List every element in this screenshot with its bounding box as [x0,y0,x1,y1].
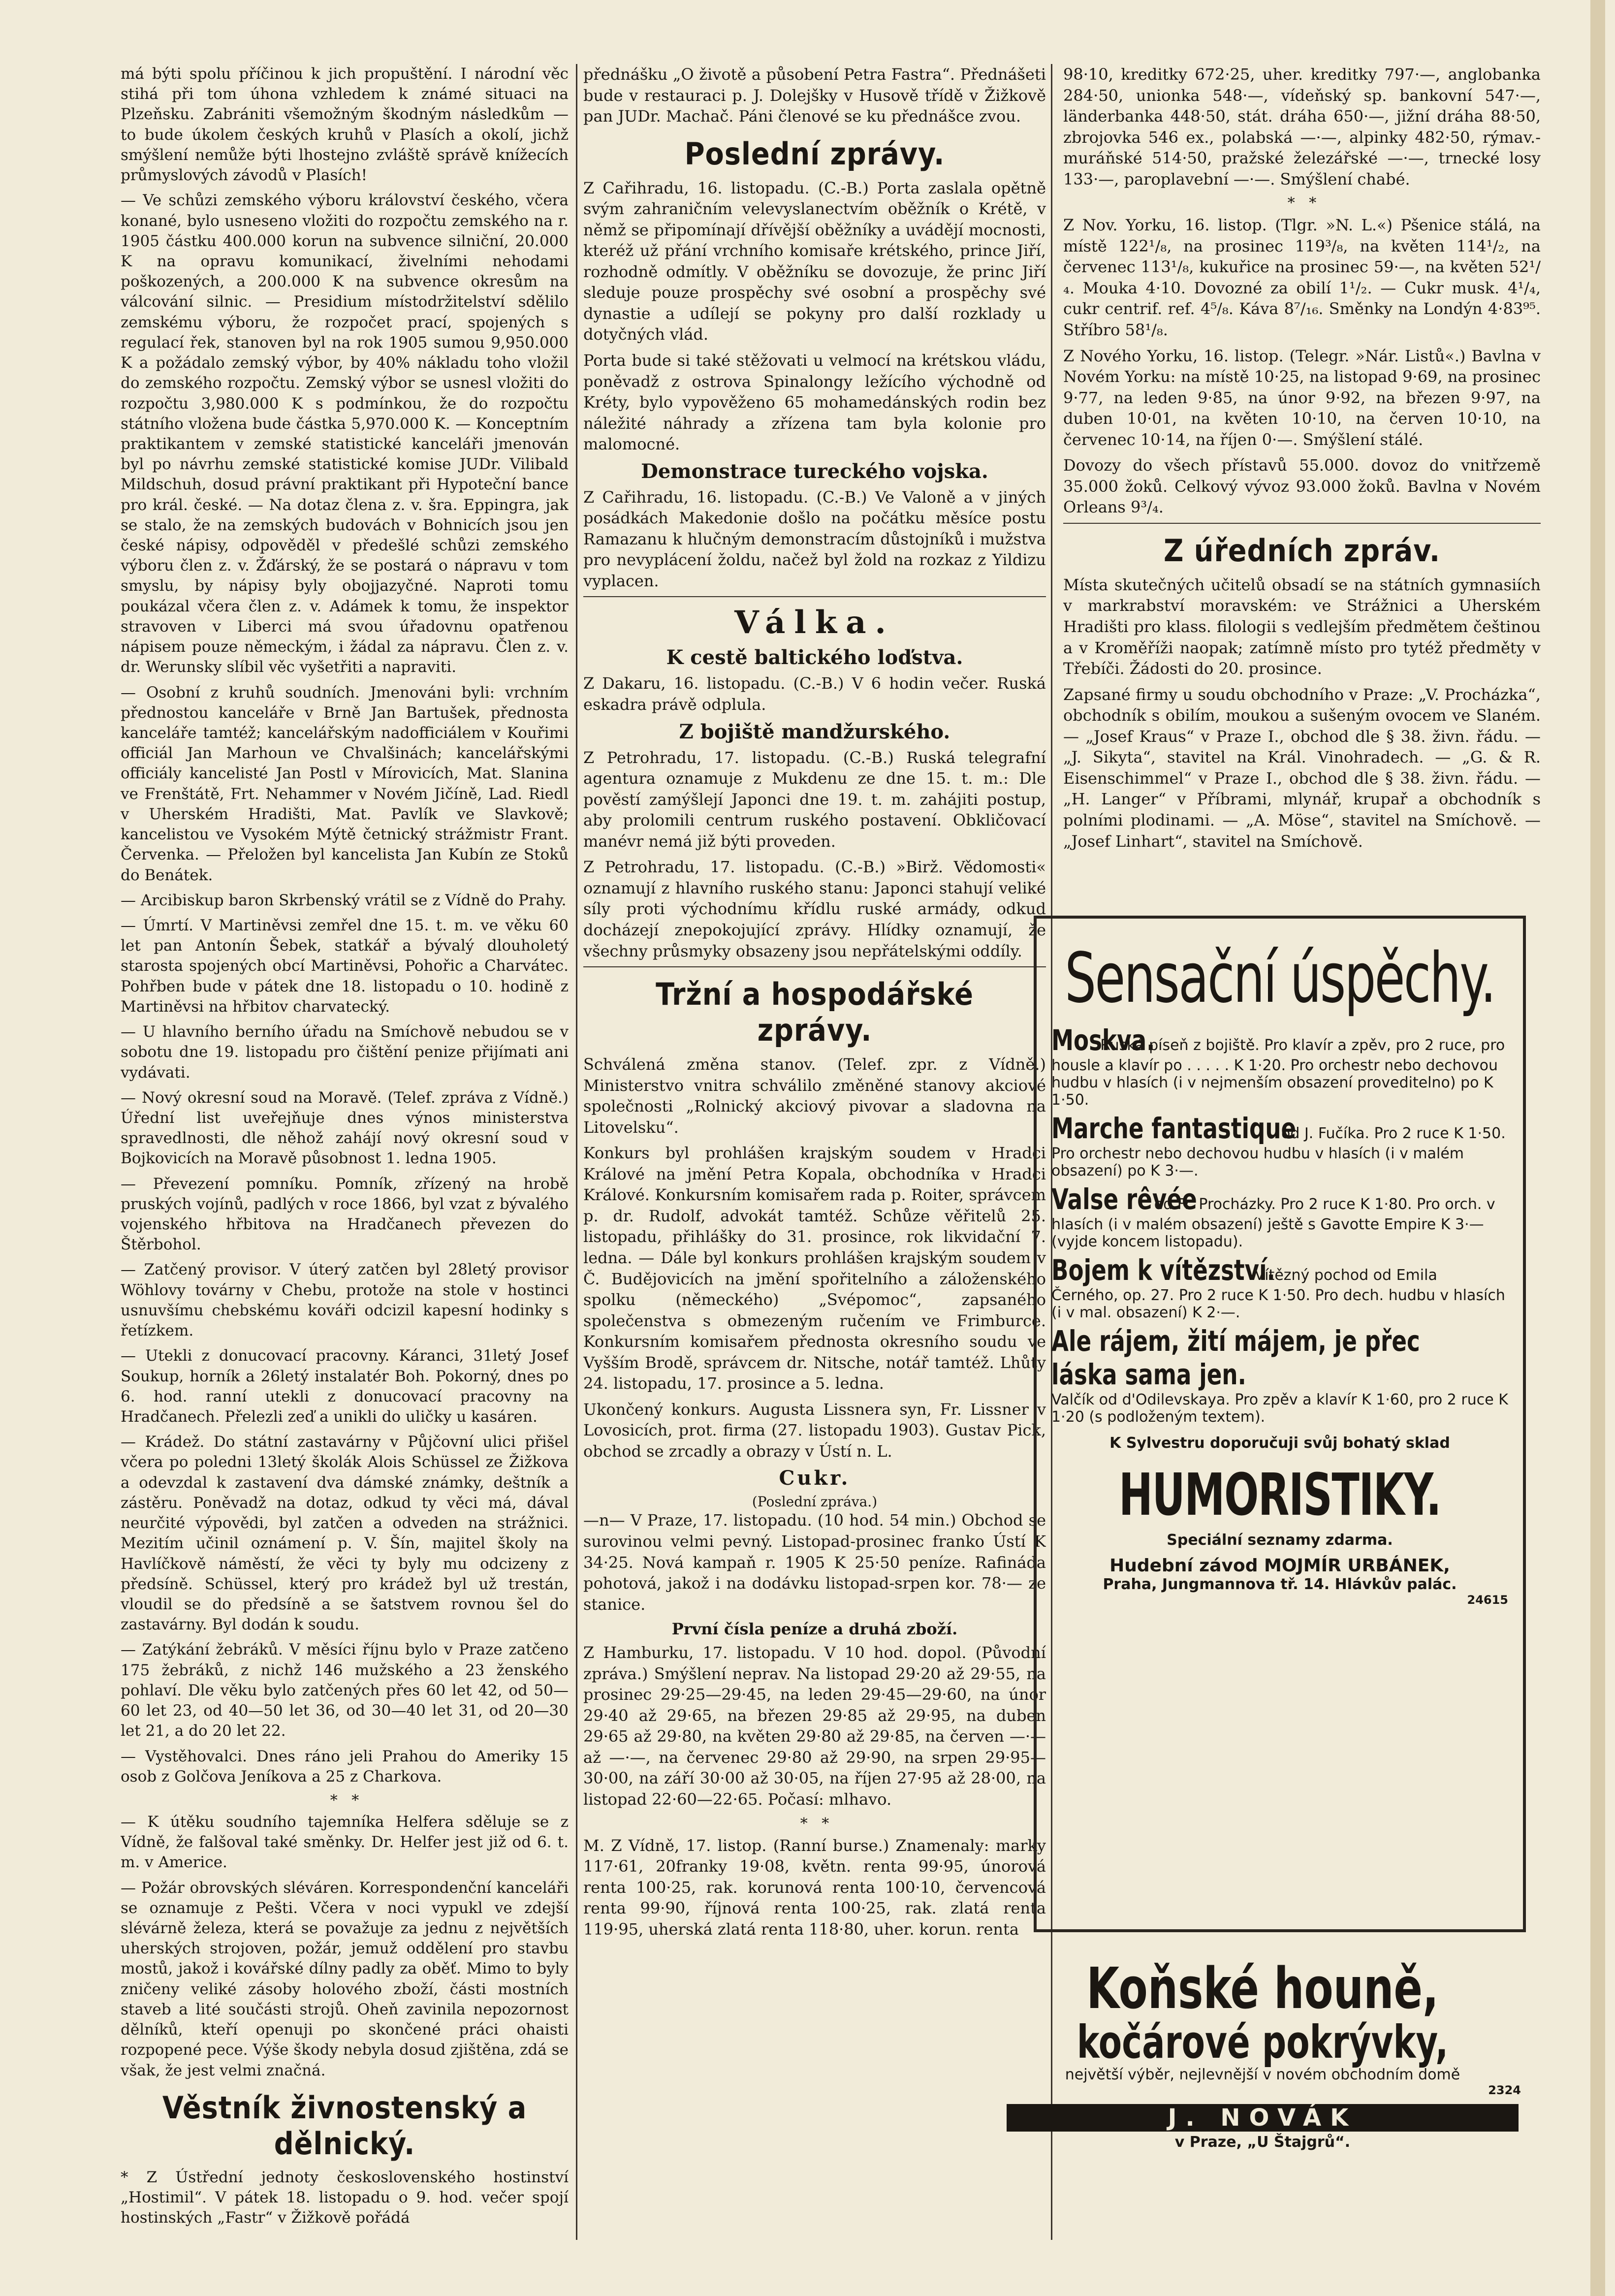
separator-stars: * * [330,1791,359,1809]
ad-address: Praha, Jungmannova tř. 14. Hlávkův palác. [1103,1576,1457,1593]
article-paragraph: přednášku „O životě a působení Petra Fastra“. Přednášeti bude v restauraci p. J. Dolejšky v Husově třídě v Žižkově pan JUDr. Machač. Páni členové se ku přednášce zvou. [583,65,1046,126]
section-heading: Z úředních zpráv. [1164,532,1440,569]
article-paragraph: 98·10, kreditky 672·25, uher. kreditky 797·—, anglobanka 284·50, unionka 548·—, vídeňský sp. bankovní 547·—, länderbanka 448·50, stát. dráha 650·—, jižní dráha 88·50, zbrojovka 546 ex., polabská —·—, alpinky 482·50, rýmav.-muráňské 514·50, pražské železářské —·—, trnecké losy 133·—, paroplavební —·—. Smýšlení chabé. [1063,65,1541,189]
subheading-note: (Poslední zpráva.) [752,1494,878,1510]
ad-item-text: Ruská píseň z bojiště. Pro klavír a zpěv, pro 2 ruce, pro housle a klavír po . . . . . K 1·20. Pro orchestr nebo dechovou hudbu v hlasích (i v nejmenším obsazení proveditelno) po K 1·50. [1051,1037,1505,1109]
ad-item [1051,1023,1508,1109]
article-paragraph: Konkurs byl prohlášen krajským soudem v Hradci Králové na jmění Petra Kopala, obchodníka v Hradci Králové. Konkursním komisařem rada p. Roiter, správcem p. dr. Rudolf, advokát tamtéž. Schůze věřitelů 25. listopadu, přihlášky do 31. prosince, rok likvidační 7. ledna. — Dále byl konkurs prohlášen krajským soudem v Č. Budějovicích na jmění spořitelního a záloženského spolku (německého) „Svépomoc“, zapsaného společenstva s obmezeným ručením ve Frimburce. Konkursním komisařem přednosta okresního soudu ve Vyšším Brodě, správcem dr. Nitsche, notář tamtéž. Lhůty 24. listopadu, 17. prosince a 5. ledna. [583,1144,1046,1393]
subheading: Demonstrace tureckého vojska. [641,459,988,483]
ad-item-title: Ale rájem, žití májem, je přec láska sama jen. [1051,1324,1420,1391]
column-1 [121,64,569,2240]
subheading: První čísla peníze a druhá zboží. [671,1620,958,1639]
separator-stars: * * [1287,194,1317,212]
divider [583,596,1046,597]
article-paragraph: Zapsané firmy u soudu obchodního v Praze: „V. Procházka“, obchodník s obilím, moukou a sušeným ovocem ve Slaném. — „Josef Kraus“ v Praze I., obchod dle § 38. živn. řádu. — „J. Sikyta“, stavitel na Král. Vinohradech. — „G. & R. Eisenschimmel“ v Praze I., obchod dle § 38. živn. řádu. — „H. Langer“ v Příbrami, mlynář, krupař a obchodník s polními plodinami. — „A. Möse“, stavitel na Smíchově. — „Josef Linhart“, stavitel na Smíchově. [1063,685,1541,851]
article-paragraph: — Utekli z donucovací pracovny. Káranci, 31letý Josef Soukup, horník a 26letý instalatér Boh. Pokorný, dnes po 6. hod. ranní utekli z donucovací pracovny na Hradčanech. Přelezli zeď a unikli do uličky u kasáren. [121,1347,569,1426]
section-heading: Věstník živnostenský a dělnický. [162,2089,527,2162]
article-paragraph: Z Dakaru, 16. listopadu. (C.-B.) V 6 hodin večer. Ruská eskadra právě odplula. [583,674,1046,714]
article-paragraph: — Krádež. Do státní zastavárny v Půjčovní ulici přišel včera po poledni 13letý školák Alois Schüssel ze Žižkova a odevzdal k zastavení dva dámské známky, deštník a zástěru. Poněvadž na dotaz, odkud ty věci má, dával neurčité výpovědi, byl zatčen a odveden na strážnici. Mezitím učinil oznámení p. V. Šín, majitel školy na Havlíčkově náměstí, že věci ty byly mu odcizeny z předsíně. Schüssel, který pro krádež byl už trestán, vloudil se do předsíně a se šatstvem rovnou šel do zastavárny. Byl dodán k soudu. [121,1433,569,1634]
article-paragraph: — Nový okresní soud na Moravě. (Telef. zpráva z Vídně.) Úřední list uveřejňuje dnes výnos ministerstva spravedlnosti, dle něhož zahájí nový okresní soud v Bojkovicích na Moravě působnost 1. ledna 1905. [121,1088,569,1168]
article-paragraph: Schválená změna stanov. (Telef. zpr. z Vídně.) Ministerstvo vnitra schválilo změněné stanovy akciové společnosti „Rolnický akciový pivovar a sladovna na Litovelsku“. [583,1055,1046,1137]
ad-humor-title: HUMORISTIKY. [1118,1461,1441,1529]
ad-item [1051,1324,1508,1426]
article-paragraph: — U hlavního berního úřadu na Smíchově nebudou se v sobotu dne 19. listopadu pro čištění penize přijímati ani vydávati. [121,1023,569,1082]
article-paragraph: — Osobní z kruhů soudních. Jmenováni byli: vrchním přednostou kanceláře v Brně Jan Bartušek, přednosta kanceláře tamtéž; kancelářským nadofficiálem v Kouřimi officiál Jan Marhoun ve Chvalšinách; kancelářskými officiály kancelisté Jan Postl v Mírovicích, Mat. Slanina ve Frenštátě, Frt. Nehammer v Novém Jičíně, Lad. Riedl v Uherském Hradišti, Mat. Pavlík ve Slavkově; kancelistou ve Vysokém Mýtě četnický strážmistr Frant. Červenka. — Přeložen byl kancelista Jan Kubín ze Stoků do Benátek. [121,683,569,884]
article-paragraph: — Zatýkání žebráků. V měsíci říjnu bylo v Praze zatčeno 175 žebráků, z nichž 146 mužského a 23 ženského pohlaví. Dle věku bylo zatčených přes 60 let 42, od 50—60 let 23, od 40—50 let 36, od 30—40 let 31, od 20—30 let 21, a do 20 let 22. [121,1641,569,1740]
subheading: K cestě baltického loďstva. [666,646,963,670]
column-3 [1063,64,1541,911]
article-paragraph: * Z Ústřední jednoty československého hostinství „Hostimil“. V pátek 18. listopadu o 9. hod. večer spojí hostinských „Fastr“ v Žižkově pořádá [121,2168,569,2227]
ad-number: 24615 [1467,1593,1508,1607]
ad-item [1051,1182,1508,1250]
article-paragraph: Místa skutečných učitelů obsadí se na státních gymnasiích v markrabství moravském: ve Strážnici a Uherském Hradišti pro klass. filologii s vedlejším předmětem češtinou a v Kroměříži naopak; zatímně místo pro tytéž předměty v Třebíči. Žádosti do 20. prosince. [1063,575,1541,678]
article-paragraph: Z Petrohradu, 17. listopadu. (C.-B.) Ruská telegrafní agentura oznamuje z Mukdenu ze dne 15. t. m.: Dle pověstí zamýšlejí Japonci dne 19. t. m. zahájiti postup, aby prolomili centrum ruského postavení. Obkličovací manévr nemá již býti proveden. [583,748,1046,851]
article-paragraph: — Arcibiskup baron Skrbenský vrátil se z Vídně do Prahy. [121,891,567,909]
ad-item-title: Valse rêvée [1051,1182,1197,1216]
ad-item-text: od J. Fučíka. Pro 2 ruce K 1·50. Pro orchestr nebo dechovou hudbu v hlasích (i v malém obsazení) po K 3·—. [1051,1125,1506,1180]
ad-item [1051,1253,1508,1321]
subheading: Cukr. [779,1467,851,1490]
ad-headline: kočárové pokrývky, [1077,2015,1449,2069]
ad-item-title: Bojem k vítězství. [1051,1253,1275,1287]
ad-firm: Hudební závod MOJMÍR URBÁNEK, [1109,1556,1450,1576]
ad-item-title: Moskva. [1051,1023,1155,1057]
article-paragraph: — Ve schůzi zemského výboru království českého, včera konané, bylo usneseno vložiti do rozpočtu zemského na r. 1905 částku 400.000 korun na subvence silniční, 20.000 K na opravu komunikací, živelními nehodami poškozených, a 200.000 K na subvence okresům na válcování silnic. — Presidium místodržitelství sdělilo zemskému výboru, že rozpočet prací, spojených s regulací řek, stanoven byl na rok 1905 sumou 9,950.000 K a požádalo zemský výbor, by 40% nákladu toho vložil do zemského rozpočtu. Zemský výbor se usnesl vložiti do rozpočtu 3,980.000 K s podmínkou, že do rozpočtu státního vložena bude částka 5,970.000 K. — Konceptním praktikantem v zemské statistické kanceláři jmenován byl po návrhu zemské statistické komise JUDr. Vilibald Mildschuh, dosud právní praktikant při Hypoteční bance pro král. české. — Na dotaz člena z. v. šra. Eppingra, jak se stalo, že na zemských budovách v Bohnicích jsou jen české nápisy, odpověděl v předešlé schůzi zemského výboru člen z. v. Žďárský, že se postará o nápravu v tom smyslu, by nápisy byly obojjazyčné. Naproti tomu poukázal včera člen z. v. Adámek k tomu, že inspektor stravoven v Liberci má svou úřadovnu opatřenou nápisem pouze německým, i žádal za nápravu. Člen z. v. dr. Werunsky slíbil věc vyšetřiti a napraviti. [121,191,569,676]
ad-note: Speciální seznamy zdarma. [1167,1531,1393,1549]
article-paragraph: Z Cařihradu, 16. listopadu. (C.-B.) Ve Valoně a v jiných posádkách Makedonie došlo na počátku měsíce postu Ramazanu k hlučným demonstracím důstojníků i mužstva pro nevyplácení žoldu, načež byl žold na rozkaz z Yildizu vyplacen. [583,487,1046,590]
ad-number: 2324 [1488,2083,1521,2098]
divider [583,966,1046,967]
ad-name-bar: J. NOVÁK [1007,2104,1519,2132]
ad-item-title: Marche fantastique [1051,1112,1297,1145]
article-paragraph: — Převezení pomníku. Pomník, zřízený na hrobě pruských vojínů, padlých v roce 1866, byl vzat z bývalého vojenského hřbitova na Hradčanech převezen do Štěrbohol. [121,1175,569,1254]
ad-text: největší výběr, nejlevnější v novém obchodním domě [1065,2066,1460,2084]
page-edge [1590,0,1605,2296]
separator-stars: * * [800,1815,829,1832]
column-divider-1 [576,64,577,2240]
article-paragraph: Z Hamburku, 17. listopadu. V 10 hod. dopol. (Původní zpráva.) Smýšlení neprav. Na listopad 29·20 až 29·55, na prosinec 29·25—29·45, na leden 29·45—29·60, na únor 29·40 až 29·65, na březen 29·85 až 29·95, na duben 29·65 až 29·80, na květen 29·80 až 29·85, na červen —·— až —·—, na červenec 29·80 až 29·90, na srpen 29·95—30·00, na září 30·00 až 30·05, na říjen 27·95 až 28·00, na listopad 22·60—22·65. Počasí: mlhavo. [583,1643,1046,1809]
novak-advertisement [989,1959,1536,2215]
column-2 [583,64,1046,2240]
music-advertisement [1034,916,1526,1932]
article-paragraph: — Vystěhovalci. Dnes ráno jeli Prahou do Ameriky 15 osob z Golčova Jeníkova a 25 z Charkova. [121,1747,569,1786]
ad-headline: Koňské houně, [1086,1959,1439,2022]
article-paragraph: — K útěku soudního tajemníka Helfera sděluje se z Vídně, že falšoval také směnky. Dr. Helfer jest již od 6. t. m. v Americe. [121,1813,569,1872]
divider [1063,523,1541,524]
article-paragraph: Z Cařihradu, 16. listopadu. (C.-B.) Porta zaslala opětně svým zahraničním velevyslanectvím oběžník o Krétě, v němž se připomínají dřívější oběžníky a uvádějí mocnosti, kteréž už přání vrchního komisaře krétského, prince Jiří, rozhodně odmítly. V oběžníku se dovozuje, že princ Jiří sleduje pouze prospěchy své osobní a prospěchy své dynastie a udílejí se pokyny pro další rozklady u dotyčných vlád. [583,178,1046,344]
article-paragraph: M. Z Vídně, 17. listop. (Ranní burse.) Znamenaly: marky 117·61, 20franky 19·08, květn. renta 99·95, únorová renta 100·25, rak. korunová renta 100·10, červencová renta 99·90, říjnová renta 100·25, rak. zlatá renta 119·95, uherská zlatá renta 118·80, uher. korun. renta [583,1836,1046,1939]
ad-item [1051,1112,1508,1180]
article-paragraph: Z Petrohradu, 17. listopadu. (C.-B.) »Birž. Vědomosti« oznamují z hlavního ruského stanu: Japonci stahují veliké síly proti východnímu křídlu ruské armády, odkud docházejí znepokojující zprávy. Hlídky oznamují, že všechny průsmyky obsazeny jsou nepřátelskými oddíly. [583,858,1046,960]
ad-title: Sensační úspěchy. [1065,938,1495,1019]
article-paragraph: — Požár obrovských sléváren. Korrespondenční kanceláři se oznamuje z Pešti. Včera v noci vypukl ve zdejší slévárně železa, která se považuje za jednu z největších uherských strojoven, požár, jemuž oddělení pro stavbu mostů, jakož i kovářské dílny padly za oběť. Mimo to byly zničeny veliké zásoby holového zboží, části mostních staveb a lité součásti strojů. Oheň zavinila nepozornost dělníků, kteří openuji po skončené práci ohaisti rozpopené pece. Výše škody nebyla dosud zjištěna, zdá se však, že jest velmi značná. [121,1879,569,2079]
article-paragraph: Z Nov. Yorku, 16. listop. (Tlgr. »N. L.«) Pšenice stálá, na místě 122¹/₈, na prosinec 119³/₈, na květen 114¹/₂, na červenec 113¹/₈, kukuřice na prosinec 59·—, na květen 52¹/₄. Mouka 4·10. Dovozné za obilí 1¹/₂. — Cukr musk. 4¹/₄, cukr centrif. ref. 4⁵/₈. Káva 8⁷/₁₆. Směnky na Londýn 4·83⁹⁵. Stříbro 58¹/₈. [1063,216,1541,340]
ad-item-text: od Fr. Procházky. Pro 2 ruce K 1·80. Pro orch. v hlasích (i v malém obsazení) ještě s Gavotte Empire K 3·— (vyjde koncem listopadu). [1051,1196,1495,1250]
article-paragraph: má býti spolu příčinou k jich propuštění. I národní věc stihá při tom úhona vzhledem k známé situaci na Plzeňsku. Zabrániti všemožným škodným následkům — to bude úkolem českých kruhů v Plasích a okolí, jichž smýšlení nemůže býti lhostejno zvláště správě knížecích průmyslových závodů v Plasích! [121,65,569,185]
war-heading: Válka. [734,604,895,641]
ad-address: v Praze, „U Štajgrů“. [1174,2134,1351,2151]
article-paragraph: Ukončený konkurs. Augusta Lissnera syn, Fr. Lissner v Lovosicích, prot. firma (27. listopadu 1903). Gustav Pick, obchod se zrcadly a obrazy v Ústí n. L. [583,1400,1046,1461]
article-paragraph: — Úmrtí. V Martiněvsi zemřel dne 15. t. m. ve věku 60 let pan Antonín Šebek, statkář a bývalý dlouholetý starosta spojených obcí Martiněvsi, Pohořic a Charvátec. Pohřben bude v pátek dne 18. listopadu o 10. hodině z Martiněvsi na hřbitov charvatecký. [121,916,569,1016]
section-heading: Poslední zprávy. [684,135,945,172]
article-paragraph: —n— V Praze, 17. listopadu. (10 hod. 54 min.) Obchod se surovinou velmi pevný. Listopad-prosinec franko Ústí K 34·25. Nová kampaň r. 1905 K 25·50 peníze. Rafináda pohotová, jakož i na dodávku listopad-srpen kor. 78·— ze stanice. [583,1511,1046,1614]
ad-item-text: Valčík od d'Odilevskaya. Pro zpěv a klavír K 1·60, pro 2 ruce K 1·20 (s podloženým textem). [1051,1391,1508,1426]
subheading: Z bojiště mandžurského. [679,720,950,743]
ad-item-text: Vítězný pochod od Emila Černého, op. 27. Pro 2 ruce K 1·50. Pro dech. hudbu v hlasích (i v mal. obsazení) K 2·—. [1051,1267,1505,1321]
article-paragraph: Z Nového Yorku, 16. listop. (Telegr. »Nár. Listů«.) Bavlna v Novém Yorku: na místě 10·25, na listopad 9·69, na prosinec 9·77, na leden 9·85, na únor 9·92, na březen 9·97, na duben 10·01, na květen 10·10, na červen 10·10, na červenec 10·14, na říjen 0·—. Smýšlení stálé. [1063,346,1541,449]
article-paragraph: Dovozy do všech přístavů 55.000. dovoz do vnitřzemě 35.000 žoků. Celkový vývoz 93.000 žoků. Bavlna v Novém Orleans 9³/₄. [1063,456,1541,517]
article-paragraph: Porta bude si také stěžovati u velmocí na krétskou vládu, poněvadž z ostrova Spinalongy ležícího východně od Kréty, bylo vypověženo 65 mohamedánských rodin bez náležité náhrady a zřízena tam byla kolonie pro malomocné. [583,351,1046,454]
ad-note: K Sylvestru doporučuji svůj bohatý sklad [1109,1435,1450,1452]
article-paragraph: — Zatčený provisor. V úterý zatčen byl 28letý provisor Wöhlovy továrny v Chebu, protože na stole v hostinci usnuvšímu chebskému kováři odcizil kapesní hodinky s řetízkem. [121,1261,569,1340]
section-heading: Tržní a hospodářské zprávy. [656,976,974,1049]
